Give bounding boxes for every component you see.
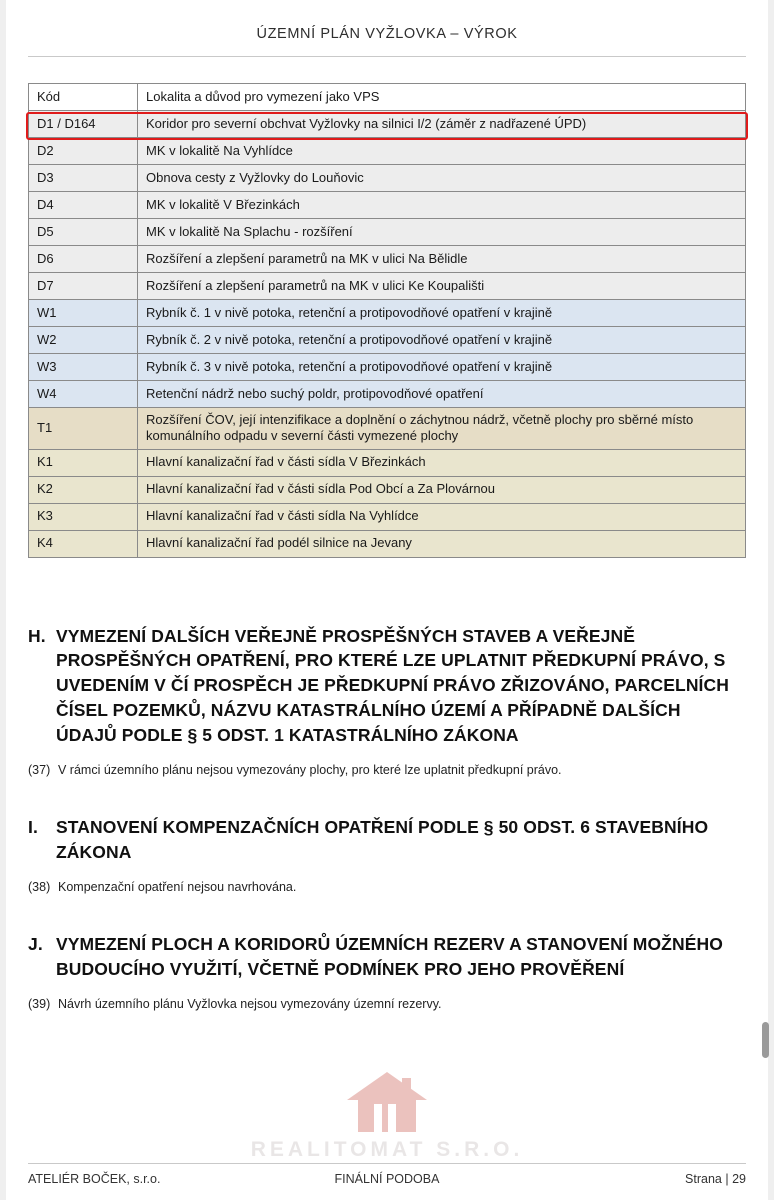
section-h-title: VYMEZENÍ DALŠÍCH VEŘEJNĚ PROSPĚŠNÝCH STAVEB A VEŘEJNĚ PROSPĚŠNÝCH OPATŘENÍ, PRO KTERÉ LZE UPLATNIT PŘEDKUPNÍ PRÁVO, S UVEDENÍM V ČÍ PROSPĚCH JE PŘEDKUPNÍ PRÁVO ZŘIZOVÁNO, PARCELNÍCH ČÍSEL POZEMKŮ, NÁZVU KATASTRÁLNÍHO ÚZEMÍ A PŘÍPADNĚ DALŠÍCH ÚDAJŮ PODLE § 5 ODST. 1 KATASTRÁLNÍHO ZÁKONA: [56, 625, 729, 745]
row-description: Rozšíření a zlepšení parametrů na MK v ulici Ke Koupališti: [138, 273, 746, 300]
row-description: Rybník č. 1 v nivě potoka, retenční a protipovodňové opatření v krajině: [138, 300, 746, 327]
table-row: [29, 138, 746, 165]
page-title: ÚZEMNÍ PLÁN VYŽLOVKA – VÝROK: [256, 26, 518, 42]
table-row: [29, 503, 746, 530]
section-i-title: STANOVENÍ KOMPENZAČNÍCH OPATŘENÍ PODLE § 50 ODST. 6 STAVEBNÍHO ZÁKONA: [56, 817, 709, 863]
table-row: [29, 381, 746, 408]
section-i-letter: I.: [28, 817, 38, 838]
table-row: [29, 219, 746, 246]
row-description: Obnova cesty z Vyžlovky do Louňovic: [138, 165, 746, 192]
table-row: [29, 300, 746, 327]
row-code: D3: [29, 165, 138, 192]
footer-row: [28, 1172, 746, 1186]
row-description: Rozšíření a zlepšení parametrů na MK v ulici Na Bělidle: [138, 246, 746, 273]
document-body: [28, 588, 746, 1014]
row-description: Hlavní kanalizační řad v části sídla Na Vyhlídce: [138, 503, 746, 530]
row-code: W1: [29, 300, 138, 327]
column-header-description: Lokalita a důvod pro vymezení jako VPS: [138, 84, 746, 111]
row-code: W2: [29, 327, 138, 354]
row-code: D5: [29, 219, 138, 246]
vps-table: [28, 83, 746, 558]
row-code: W4: [29, 381, 138, 408]
row-code: W3: [29, 354, 138, 381]
table-row: [29, 327, 746, 354]
table-row: [29, 246, 746, 273]
table-row: [29, 165, 746, 192]
section-j-title: VYMEZENÍ PLOCH A KORIDORŮ ÚZEMNÍCH REZERV A STANOVENÍ MOŽNÉHO BUDOUCÍHO VYUŽITÍ, VČETNĚ PODMÍNEK PRO JEHO PROVĚŘENÍ: [56, 934, 723, 980]
vps-table-container: [28, 83, 746, 558]
paragraph-text: Kompenzační opatření nejsou navrhována.: [58, 879, 297, 894]
row-description: MK v lokalitě Na Vyhlídce: [138, 138, 746, 165]
row-description: MK v lokalitě V Březinkách: [138, 192, 746, 219]
section-h-paragraph: [28, 762, 746, 780]
spacer: [28, 785, 746, 815]
table-row: [29, 476, 746, 503]
section-i-paragraph: [28, 879, 746, 897]
row-code: D7: [29, 273, 138, 300]
watermark-text: REALITOMAT S.R.O.: [250, 1138, 524, 1161]
table-header-row: [29, 84, 746, 111]
table-row: [29, 408, 746, 450]
scrollbar-thumb[interactable]: [762, 1022, 769, 1058]
row-description: Rybník č. 2 v nivě potoka, retenční a protipovodňové opatření v krajině: [138, 327, 746, 354]
document-footer: [28, 1163, 746, 1186]
footer-status: FINÁLNÍ PODOBA: [334, 1172, 440, 1186]
paragraph-text: Návrh územního plánu Vyžlovka nejsou vymezovány územní rezervy.: [58, 997, 442, 1012]
row-code: D6: [29, 246, 138, 273]
section-j: [28, 932, 746, 1013]
table-row: [29, 111, 746, 138]
header-divider: [28, 56, 746, 57]
house-logo-icon: [344, 1070, 430, 1136]
row-code: T1: [29, 408, 138, 450]
row-code: K3: [29, 503, 138, 530]
row-description: Retenční nádrž nebo suchý poldr, protipovodňové opatření: [138, 381, 746, 408]
section-j-paragraph: [28, 996, 746, 1014]
table-row: [29, 449, 746, 476]
row-description: Hlavní kanalizační řad v části sídla Pod Obcí a Za Plovárnou: [138, 476, 746, 503]
vps-table-body: [29, 84, 746, 558]
row-code: K1: [29, 449, 138, 476]
row-code: D2: [29, 138, 138, 165]
row-description: Hlavní kanalizační řad podél silnice na Jevany: [138, 530, 746, 557]
section-j-heading: [28, 932, 746, 982]
paragraph-number: (38): [28, 879, 51, 894]
spacer: [28, 588, 746, 624]
section-i: [28, 815, 746, 896]
column-header-code: Kód: [29, 84, 138, 111]
page-edge-left: [0, 0, 6, 1200]
row-description: MK v lokalitě Na Splachu - rozšíření: [138, 219, 746, 246]
table-row: [29, 530, 746, 557]
row-code: K4: [29, 530, 138, 557]
section-h-heading: [28, 624, 746, 748]
row-description: Hlavní kanalizační řad v části sídla V Březinkách: [138, 449, 746, 476]
paragraph-number: (39): [28, 997, 51, 1012]
spacer: [28, 902, 746, 932]
section-j-letter: J.: [28, 934, 43, 955]
table-row: [29, 192, 746, 219]
section-i-heading: [28, 815, 746, 865]
page-edge-right: [768, 0, 774, 1200]
footer-company: ATELIÉR BOČEK, s.r.o.: [28, 1172, 161, 1186]
paragraph-text: V rámci územního plánu nejsou vymezovány plochy, pro které lze uplatnit předkupní právo.: [58, 762, 562, 777]
row-description: Koridor pro severní obchvat Vyžlovky na silnici I/2 (záměr z nadřazené ÚPD): [138, 111, 746, 138]
table-row: [29, 354, 746, 381]
section-h: [28, 624, 746, 780]
section-h-letter: H.: [28, 625, 46, 646]
footer-divider: [28, 1163, 746, 1164]
document-header: [0, 0, 774, 42]
row-description: Rybník č. 3 v nivě potoka, retenční a protipovodňové opatření v krajině: [138, 354, 746, 381]
table-row: [29, 273, 746, 300]
paragraph-number: (37): [28, 762, 51, 777]
row-code: D4: [29, 192, 138, 219]
row-description: Rozšíření ČOV, její intenzifikace a doplnění o záchytnou nádrž, včetně plochy pro sběrné místo komunálního odpadu v severní části vymezené plochy: [138, 408, 746, 450]
watermark: [0, 1070, 774, 1162]
row-code: K2: [29, 476, 138, 503]
footer-page-number: Strana | 29: [685, 1172, 746, 1186]
row-code: D1 / D164: [29, 111, 138, 138]
